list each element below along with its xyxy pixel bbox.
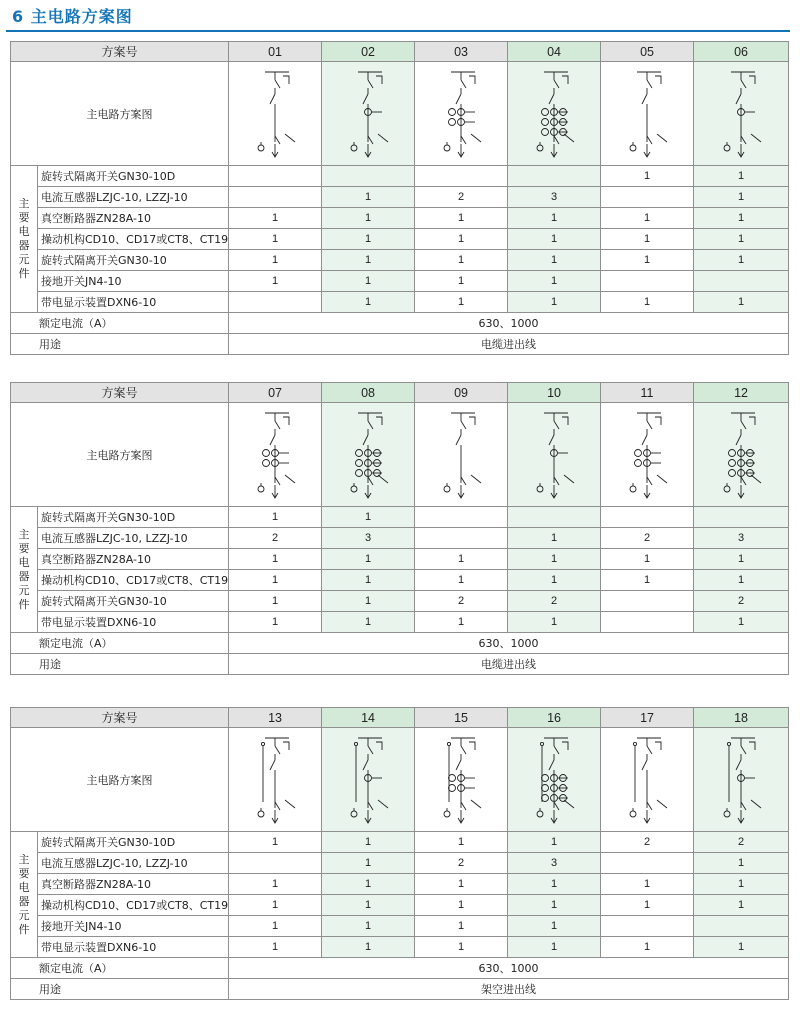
circuit-diagram-cell xyxy=(229,403,322,507)
component-count: 1 xyxy=(508,937,601,958)
rated-current-label: 额定电流（A） xyxy=(11,633,229,654)
component-row xyxy=(11,937,789,958)
component-count xyxy=(508,507,601,528)
component-count: 1 xyxy=(415,916,508,937)
circuit-diagram-cell xyxy=(601,728,694,832)
component-count: 1 xyxy=(229,612,322,633)
component-count: 1 xyxy=(694,208,789,229)
component-count xyxy=(415,528,508,549)
component-count: 1 xyxy=(229,570,322,591)
component-row xyxy=(11,895,789,916)
component-group-text: 主要电器元件 xyxy=(18,527,30,611)
component-count: 1 xyxy=(694,937,789,958)
component-count xyxy=(229,187,322,208)
component-count: 1 xyxy=(229,832,322,853)
scheme-number: 17 xyxy=(601,708,694,728)
circuit-diagram-icon xyxy=(235,405,315,505)
component-count: 1 xyxy=(508,549,601,570)
diagram-row xyxy=(11,728,789,832)
scheme-number: 14 xyxy=(322,708,415,728)
circuit-diagram-icon xyxy=(607,730,687,830)
diagram-row xyxy=(11,403,789,507)
usage-label: 用途 xyxy=(11,334,229,355)
circuit-diagram-cell xyxy=(322,728,415,832)
title-underline xyxy=(6,30,790,32)
component-count xyxy=(601,612,694,633)
component-count: 1 xyxy=(322,292,415,313)
scheme-number: 10 xyxy=(508,383,601,403)
component-row xyxy=(11,832,789,853)
component-name: 旋转式隔离开关GN30-10 xyxy=(38,591,229,612)
component-count: 1 xyxy=(322,832,415,853)
circuit-diagram-cell xyxy=(415,728,508,832)
component-group-label xyxy=(11,507,38,633)
circuit-diagram-icon xyxy=(328,405,408,505)
component-count: 1 xyxy=(508,570,601,591)
component-name: 电流互感器LZJC-10, LZZJ-10 xyxy=(38,853,229,874)
component-count: 1 xyxy=(322,570,415,591)
scheme-no-label: 方案号 xyxy=(11,708,229,728)
circuit-diagram-cell xyxy=(415,62,508,166)
component-count xyxy=(415,507,508,528)
component-row xyxy=(11,229,789,250)
component-name: 带电显示装置DXN6-10 xyxy=(38,937,229,958)
component-name: 操动机构CD10、CD17或CT8、CT19 xyxy=(38,895,229,916)
component-count: 1 xyxy=(322,229,415,250)
circuit-diagram-cell xyxy=(229,728,322,832)
component-count: 1 xyxy=(229,250,322,271)
component-count: 1 xyxy=(508,250,601,271)
component-count: 1 xyxy=(415,570,508,591)
circuit-diagram-cell xyxy=(508,728,601,832)
component-count: 1 xyxy=(601,570,694,591)
component-count: 1 xyxy=(415,832,508,853)
component-count: 1 xyxy=(322,250,415,271)
scheme-number: 05 xyxy=(601,42,694,62)
header-row xyxy=(11,708,789,728)
circuit-diagram-icon xyxy=(235,730,315,830)
component-count xyxy=(229,166,322,187)
component-count: 2 xyxy=(601,528,694,549)
usage-value: 电缆进出线 xyxy=(229,334,789,355)
usage-row xyxy=(11,979,789,1000)
component-count: 1 xyxy=(601,250,694,271)
component-count: 1 xyxy=(229,507,322,528)
component-count: 1 xyxy=(508,229,601,250)
component-count: 2 xyxy=(694,832,789,853)
scheme-number: 06 xyxy=(694,42,789,62)
header-row xyxy=(11,42,789,62)
scheme-number: 02 xyxy=(322,42,415,62)
component-count: 1 xyxy=(601,208,694,229)
scheme-table xyxy=(10,41,789,355)
scheme-number: 12 xyxy=(694,383,789,403)
component-count: 1 xyxy=(322,549,415,570)
component-count: 1 xyxy=(508,528,601,549)
component-count xyxy=(694,271,789,292)
component-count: 1 xyxy=(322,187,415,208)
component-group-text: 主要电器元件 xyxy=(18,852,30,936)
component-name: 带电显示装置DXN6-10 xyxy=(38,292,229,313)
scheme-no-label: 方案号 xyxy=(11,383,229,403)
header-row xyxy=(11,383,789,403)
circuit-diagram-cell xyxy=(415,403,508,507)
component-count: 3 xyxy=(508,187,601,208)
component-count xyxy=(229,853,322,874)
scheme-table xyxy=(10,707,789,1000)
circuit-diagram-icon xyxy=(701,405,781,505)
component-count: 2 xyxy=(415,591,508,612)
component-name: 真空断路器ZN28A-10 xyxy=(38,874,229,895)
component-count: 1 xyxy=(694,166,789,187)
diagram-label: 主电路方案图 xyxy=(11,62,229,166)
component-row xyxy=(11,271,789,292)
component-group-label xyxy=(11,166,38,313)
component-name: 电流互感器LZJC-10, LZZJ-10 xyxy=(38,187,229,208)
component-count: 1 xyxy=(694,549,789,570)
scheme-number: 03 xyxy=(415,42,508,62)
component-count: 1 xyxy=(601,874,694,895)
component-count: 1 xyxy=(508,874,601,895)
rated-current-row xyxy=(11,958,789,979)
component-row xyxy=(11,612,789,633)
component-count: 1 xyxy=(694,187,789,208)
circuit-diagram-icon xyxy=(514,730,594,830)
component-count: 1 xyxy=(601,549,694,570)
component-count xyxy=(694,507,789,528)
scheme-no-label: 方案号 xyxy=(11,42,229,62)
component-count xyxy=(322,166,415,187)
component-row xyxy=(11,528,789,549)
component-count xyxy=(415,166,508,187)
circuit-diagram-cell xyxy=(322,403,415,507)
usage-value: 架空进出线 xyxy=(229,979,789,1000)
component-count: 3 xyxy=(694,528,789,549)
circuit-diagram-cell xyxy=(694,403,789,507)
scheme-number: 04 xyxy=(508,42,601,62)
component-count xyxy=(694,916,789,937)
component-row xyxy=(11,166,789,187)
component-count: 1 xyxy=(322,937,415,958)
component-row xyxy=(11,916,789,937)
component-count: 2 xyxy=(229,528,322,549)
component-row xyxy=(11,874,789,895)
scheme-number: 07 xyxy=(229,383,322,403)
component-count: 1 xyxy=(322,507,415,528)
component-count: 1 xyxy=(694,250,789,271)
component-count: 1 xyxy=(694,612,789,633)
component-name: 操动机构CD10、CD17或CT8、CT19 xyxy=(38,229,229,250)
component-count xyxy=(601,853,694,874)
component-row xyxy=(11,549,789,570)
component-name: 接地开关JN4-10 xyxy=(38,916,229,937)
component-count: 2 xyxy=(508,591,601,612)
component-count: 1 xyxy=(601,895,694,916)
component-count xyxy=(508,166,601,187)
component-count: 1 xyxy=(694,292,789,313)
component-count: 1 xyxy=(322,853,415,874)
component-count: 1 xyxy=(415,229,508,250)
scheme-number: 09 xyxy=(415,383,508,403)
component-name: 带电显示装置DXN6-10 xyxy=(38,612,229,633)
component-count: 1 xyxy=(415,937,508,958)
component-name: 旋转式隔离开关GN30-10D xyxy=(38,832,229,853)
rated-current-label: 额定电流（A） xyxy=(11,313,229,334)
usage-label: 用途 xyxy=(11,979,229,1000)
component-count: 1 xyxy=(415,549,508,570)
usage-label: 用途 xyxy=(11,654,229,675)
scheme-number: 18 xyxy=(694,708,789,728)
component-count: 1 xyxy=(229,937,322,958)
component-count: 1 xyxy=(229,874,322,895)
scheme-number: 13 xyxy=(229,708,322,728)
circuit-diagram-icon xyxy=(328,64,408,164)
circuit-diagram-cell xyxy=(694,62,789,166)
component-name: 旋转式隔离开关GN30-10 xyxy=(38,250,229,271)
circuit-diagram-icon xyxy=(701,730,781,830)
component-count: 1 xyxy=(415,292,508,313)
circuit-diagram-cell xyxy=(694,728,789,832)
component-group-text: 主要电器元件 xyxy=(18,197,30,280)
component-count: 1 xyxy=(322,895,415,916)
component-row xyxy=(11,208,789,229)
component-count: 1 xyxy=(415,271,508,292)
component-name: 接地开关JN4-10 xyxy=(38,271,229,292)
component-count: 1 xyxy=(508,832,601,853)
component-count: 2 xyxy=(601,832,694,853)
usage-row xyxy=(11,334,789,355)
scheme-number: 01 xyxy=(229,42,322,62)
component-count xyxy=(601,591,694,612)
rated-current-value: 630、1000 xyxy=(229,313,789,334)
rated-current-row xyxy=(11,633,789,654)
component-count: 1 xyxy=(415,612,508,633)
rated-current-value: 630、1000 xyxy=(229,633,789,654)
component-count xyxy=(601,507,694,528)
component-count: 2 xyxy=(415,853,508,874)
component-count: 1 xyxy=(601,229,694,250)
diagram-label: 主电路方案图 xyxy=(11,728,229,832)
circuit-diagram-cell xyxy=(322,62,415,166)
circuit-diagram-cell xyxy=(229,62,322,166)
circuit-diagram-cell xyxy=(508,403,601,507)
rated-current-label: 额定电流（A） xyxy=(11,958,229,979)
component-row xyxy=(11,292,789,313)
component-count: 1 xyxy=(415,874,508,895)
component-count: 1 xyxy=(322,208,415,229)
component-count: 1 xyxy=(229,591,322,612)
component-count: 1 xyxy=(322,612,415,633)
component-count: 1 xyxy=(229,549,322,570)
component-count: 1 xyxy=(229,895,322,916)
component-count: 3 xyxy=(508,853,601,874)
component-row xyxy=(11,853,789,874)
component-count: 1 xyxy=(601,937,694,958)
component-count: 1 xyxy=(694,895,789,916)
diagram-row xyxy=(11,62,789,166)
component-count: 1 xyxy=(415,895,508,916)
circuit-diagram-icon xyxy=(514,405,594,505)
component-name: 真空断路器ZN28A-10 xyxy=(38,208,229,229)
scheme-table xyxy=(10,382,789,675)
circuit-diagram-cell xyxy=(601,403,694,507)
component-count: 1 xyxy=(508,292,601,313)
component-count xyxy=(229,292,322,313)
circuit-diagram-icon xyxy=(607,405,687,505)
usage-row xyxy=(11,654,789,675)
component-count: 1 xyxy=(694,229,789,250)
component-group-label xyxy=(11,832,38,958)
circuit-diagram-cell xyxy=(601,62,694,166)
component-count xyxy=(601,916,694,937)
component-count: 1 xyxy=(229,916,322,937)
component-count: 1 xyxy=(229,208,322,229)
rated-current-value: 630、1000 xyxy=(229,958,789,979)
circuit-diagram-icon xyxy=(328,730,408,830)
component-count: 2 xyxy=(694,591,789,612)
circuit-diagram-icon xyxy=(421,64,501,164)
scheme-number: 15 xyxy=(415,708,508,728)
component-name: 真空断路器ZN28A-10 xyxy=(38,549,229,570)
component-count: 1 xyxy=(322,591,415,612)
component-count: 1 xyxy=(601,292,694,313)
component-count: 1 xyxy=(601,166,694,187)
component-row xyxy=(11,591,789,612)
component-row xyxy=(11,187,789,208)
component-count: 1 xyxy=(508,895,601,916)
circuit-diagram-cell xyxy=(508,62,601,166)
component-count: 1 xyxy=(694,874,789,895)
component-row xyxy=(11,507,789,528)
rated-current-row xyxy=(11,313,789,334)
circuit-diagram-icon xyxy=(235,64,315,164)
component-count: 1 xyxy=(322,874,415,895)
circuit-diagram-icon xyxy=(421,405,501,505)
component-count: 1 xyxy=(229,271,322,292)
scheme-number: 16 xyxy=(508,708,601,728)
component-count: 1 xyxy=(508,208,601,229)
component-count: 1 xyxy=(322,271,415,292)
component-count: 1 xyxy=(508,271,601,292)
component-name: 旋转式隔离开关GN30-10D xyxy=(38,507,229,528)
component-count: 3 xyxy=(322,528,415,549)
circuit-diagram-icon xyxy=(701,64,781,164)
diagram-label: 主电路方案图 xyxy=(11,403,229,507)
component-count: 1 xyxy=(415,250,508,271)
component-name: 操动机构CD10、CD17或CT8、CT19 xyxy=(38,570,229,591)
component-count: 1 xyxy=(415,208,508,229)
usage-value: 电缆进出线 xyxy=(229,654,789,675)
component-count: 1 xyxy=(508,916,601,937)
component-count xyxy=(601,271,694,292)
circuit-diagram-icon xyxy=(421,730,501,830)
circuit-diagram-icon xyxy=(514,64,594,164)
component-row xyxy=(11,570,789,591)
component-count xyxy=(601,187,694,208)
component-row xyxy=(11,250,789,271)
component-count: 1 xyxy=(694,570,789,591)
page-title: 6 主电路方案图 xyxy=(12,7,133,26)
component-count: 2 xyxy=(415,187,508,208)
circuit-diagram-icon xyxy=(607,64,687,164)
component-count: 1 xyxy=(508,612,601,633)
scheme-number: 11 xyxy=(601,383,694,403)
component-name: 电流互感器LZJC-10, LZZJ-10 xyxy=(38,528,229,549)
component-name: 旋转式隔离开关GN30-10D xyxy=(38,166,229,187)
component-count: 1 xyxy=(322,916,415,937)
component-count: 1 xyxy=(694,853,789,874)
component-count: 1 xyxy=(229,229,322,250)
scheme-number: 08 xyxy=(322,383,415,403)
